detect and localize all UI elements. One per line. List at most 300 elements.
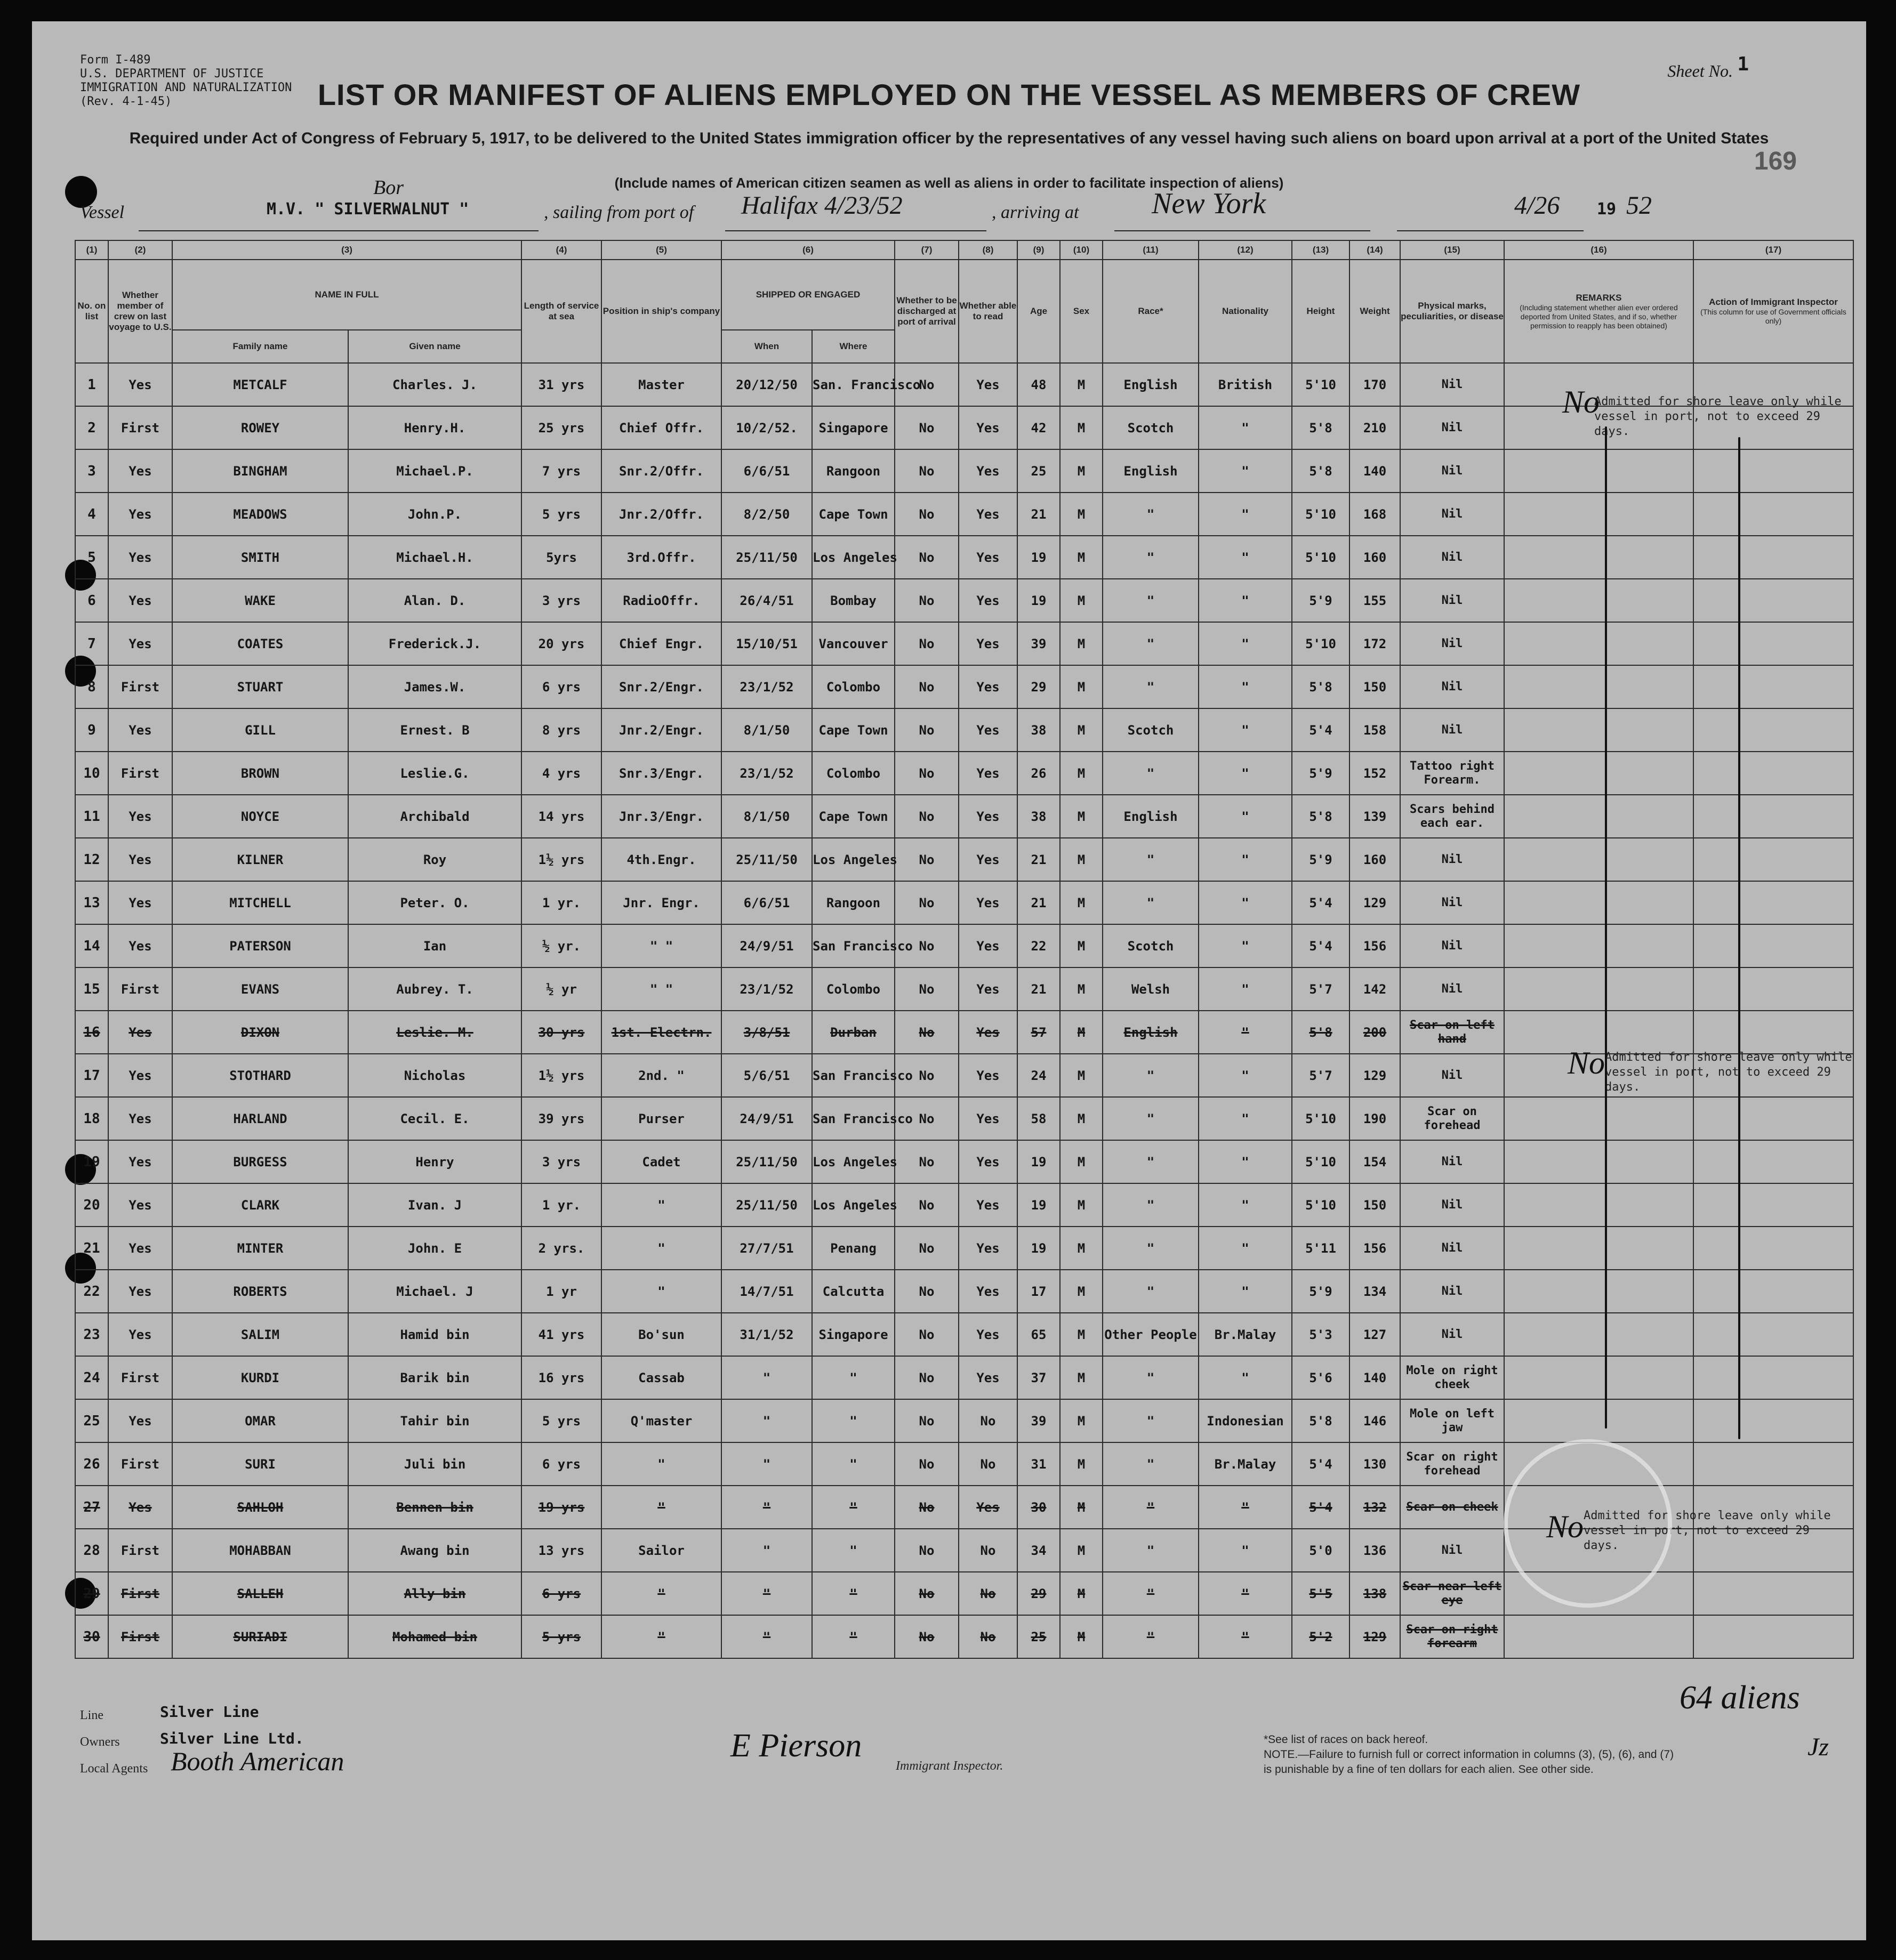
given-name: Nicholas — [348, 1054, 521, 1097]
shipped-when: " — [721, 1572, 812, 1615]
height: 5'9 — [1292, 1270, 1349, 1313]
action-cell — [1693, 493, 1853, 536]
underline — [725, 230, 986, 231]
age: 25 — [1017, 1615, 1060, 1658]
given-name: Mohamed bin — [348, 1615, 521, 1658]
column-numbers — [75, 240, 1853, 260]
race: " — [1103, 1270, 1199, 1313]
action-cell — [1693, 1183, 1853, 1227]
service-length: 5 yrs — [521, 1399, 601, 1442]
prev-voyage: Yes — [108, 1011, 172, 1054]
service-length: 19 yrs — [521, 1486, 601, 1529]
race: " — [1103, 1572, 1199, 1615]
remarks-cell — [1504, 579, 1693, 622]
line-value: Silver Line — [160, 1703, 259, 1721]
physical-marks: Nil — [1400, 838, 1504, 881]
col-num: (3) — [172, 240, 521, 260]
col-num: (12) — [1199, 240, 1292, 260]
nationality: " — [1199, 924, 1292, 967]
remarks-cell — [1504, 665, 1693, 708]
underline — [1114, 230, 1370, 231]
given-name: Tahir bin — [348, 1399, 521, 1442]
nationality: " — [1199, 967, 1292, 1011]
table-row — [75, 622, 1853, 665]
nationality: " — [1199, 1486, 1292, 1529]
col-num: (7) — [895, 240, 959, 260]
remarks-note: (Including statement whether alien ever ordered deported from United States, and if so, whether permission to reapply has been obtained) — [1520, 303, 1678, 330]
sex: M — [1060, 838, 1103, 881]
shipped-where: Rangoon — [812, 881, 895, 924]
nationality: " — [1199, 708, 1292, 752]
count-note: 64 aliens — [1680, 1680, 1800, 1716]
table-row — [75, 1097, 1853, 1140]
year-prefix: 19 — [1597, 200, 1617, 219]
able-to-read: Yes — [959, 406, 1017, 449]
discharge: No — [895, 536, 959, 579]
sex: M — [1060, 924, 1103, 967]
age: 57 — [1017, 1011, 1060, 1054]
weight: 158 — [1349, 708, 1400, 752]
row-number: 10 — [75, 752, 108, 795]
shipped-where: Los Angeles — [812, 1183, 895, 1227]
weight: 142 — [1349, 967, 1400, 1011]
race: " — [1103, 1529, 1199, 1572]
position: Jnr.3/Engr. — [601, 795, 721, 838]
shipped-when: 14/7/51 — [721, 1270, 812, 1313]
race: " — [1103, 1615, 1199, 1658]
service-length: 13 yrs — [521, 1529, 601, 1572]
able-to-read: Yes — [959, 924, 1017, 967]
col-num: (13) — [1292, 240, 1349, 260]
header-prev-voyage: Whether member of crew on last voyage to U.S. — [108, 260, 172, 363]
physical-marks: Mole on right cheek — [1400, 1356, 1504, 1399]
family-name: MINTER — [172, 1227, 348, 1270]
prev-voyage: First — [108, 1529, 172, 1572]
given-name: Henry — [348, 1140, 521, 1183]
discharge: No — [895, 665, 959, 708]
given-name: Juli bin — [348, 1442, 521, 1486]
age: 65 — [1017, 1313, 1060, 1356]
shipped-when: 20/12/50 — [721, 363, 812, 406]
shipped-where: Colombo — [812, 665, 895, 708]
prev-voyage: Yes — [108, 708, 172, 752]
position: Chief Engr. — [601, 622, 721, 665]
form-id: Form I-489 U.S. DEPARTMENT OF JUSTICE IMMIGRATION AND NATURALIZATION (Rev. 4-1-45) — [80, 53, 292, 108]
position: " — [601, 1486, 721, 1529]
discharge: No — [895, 406, 959, 449]
age: 38 — [1017, 795, 1060, 838]
action-cell — [1693, 1227, 1853, 1270]
age: 19 — [1017, 1183, 1060, 1227]
height: 5'8 — [1292, 406, 1349, 449]
weight: 150 — [1349, 665, 1400, 708]
weight: 138 — [1349, 1572, 1400, 1615]
prev-voyage: First — [108, 1356, 172, 1399]
height: 5'8 — [1292, 449, 1349, 493]
remarks-cell — [1504, 1140, 1693, 1183]
able-to-read: Yes — [959, 1486, 1017, 1529]
race: " — [1103, 1442, 1199, 1486]
row-number: 7 — [75, 622, 108, 665]
height: 5'10 — [1292, 363, 1349, 406]
col-num: (1) — [75, 240, 108, 260]
nationality: " — [1199, 838, 1292, 881]
family-name: KILNER — [172, 838, 348, 881]
shipped-when: 6/6/51 — [721, 881, 812, 924]
shipped-when: 23/1/52 — [721, 752, 812, 795]
action-cell — [1693, 1270, 1853, 1313]
table-row — [75, 1313, 1853, 1356]
header-race: Race* — [1103, 260, 1199, 363]
row-number: 30 — [75, 1615, 108, 1658]
shipped-when: 3/8/51 — [721, 1011, 812, 1054]
height: 5'10 — [1292, 536, 1349, 579]
family-name: SURI — [172, 1442, 348, 1486]
race: " — [1103, 1486, 1199, 1529]
position: " — [601, 1270, 721, 1313]
action-cell — [1693, 622, 1853, 665]
discharge: No — [895, 579, 959, 622]
table-row — [75, 493, 1853, 536]
col-num: (11) — [1103, 240, 1199, 260]
action-cell — [1693, 1011, 1853, 1054]
race: " — [1103, 1227, 1199, 1270]
from-port: Halifax 4/23/52 — [741, 191, 903, 220]
row-number: 13 — [75, 881, 108, 924]
prev-voyage: Yes — [108, 1486, 172, 1529]
position: " — [601, 1615, 721, 1658]
shipped-when: 31/1/52 — [721, 1313, 812, 1356]
family-name: HARLAND — [172, 1097, 348, 1140]
year: 52 — [1626, 191, 1652, 220]
col-num: (2) — [108, 240, 172, 260]
able-to-read: Yes — [959, 449, 1017, 493]
given-name: Roy — [348, 838, 521, 881]
stamp-number: 169 — [1754, 147, 1797, 175]
nationality: " — [1199, 1054, 1292, 1097]
sheet-no-label: Sheet No. — [1667, 61, 1733, 80]
height: 5'9 — [1292, 752, 1349, 795]
age: 25 — [1017, 449, 1060, 493]
shipped-when: " — [721, 1356, 812, 1399]
sex: M — [1060, 1615, 1103, 1658]
age: 24 — [1017, 1054, 1060, 1097]
sex: M — [1060, 1011, 1103, 1054]
position: Sailor — [601, 1529, 721, 1572]
able-to-read: Yes — [959, 579, 1017, 622]
family-name: MOHABBAN — [172, 1529, 348, 1572]
remark-admitted-3: Admitted for shore leave only while vessel in port, not to exceed 29 days. — [1584, 1509, 1831, 1552]
shipped-when: 25/11/50 — [721, 536, 812, 579]
vessel-label: Vessel — [80, 203, 125, 222]
race: Welsh — [1103, 967, 1199, 1011]
age: 19 — [1017, 579, 1060, 622]
weight: 210 — [1349, 406, 1400, 449]
discharge: No — [895, 1011, 959, 1054]
row-number: 2 — [75, 406, 108, 449]
remarks-cell — [1504, 1615, 1693, 1658]
race: English — [1103, 795, 1199, 838]
prev-voyage: Yes — [108, 1313, 172, 1356]
sex: M — [1060, 536, 1103, 579]
shipped-where: Vancouver — [812, 622, 895, 665]
action-title: Action of Immigrant Inspector — [1709, 297, 1838, 307]
col-num: (8) — [959, 240, 1017, 260]
able-to-read: No — [959, 1399, 1017, 1442]
remarks-cell — [1504, 493, 1693, 536]
header-family-name: Family name — [172, 330, 348, 363]
given-name: Ivan. J — [348, 1183, 521, 1227]
position: 3rd.Offr. — [601, 536, 721, 579]
row-number: 22 — [75, 1270, 108, 1313]
position: Snr.2/Engr. — [601, 665, 721, 708]
physical-marks: Nil — [1400, 579, 1504, 622]
service-length: 1½ yrs — [521, 838, 601, 881]
nationality: Indonesian — [1199, 1399, 1292, 1442]
shipped-when: 5/6/51 — [721, 1054, 812, 1097]
given-name: Michael. J — [348, 1270, 521, 1313]
position: 2nd. " — [601, 1054, 721, 1097]
able-to-read: Yes — [959, 1227, 1017, 1270]
prev-voyage: Yes — [108, 924, 172, 967]
position: Bo'sun — [601, 1313, 721, 1356]
age: 42 — [1017, 406, 1060, 449]
shipped-when: 23/1/52 — [721, 967, 812, 1011]
prev-voyage: Yes — [108, 536, 172, 579]
prev-voyage: Yes — [108, 838, 172, 881]
physical-marks: Scar on left hand — [1400, 1011, 1504, 1054]
header-shipped: SHIPPED OR ENGAGED — [721, 260, 895, 330]
col-num: (16) — [1504, 240, 1693, 260]
table-row — [75, 924, 1853, 967]
discharge: No — [895, 838, 959, 881]
shipped-when: 15/10/51 — [721, 622, 812, 665]
footnote-races: *See list of races on back hereof. — [1264, 1733, 1428, 1746]
given-name: Leslie.G. — [348, 752, 521, 795]
remark-mark-1: No — [1562, 384, 1600, 420]
able-to-read: Yes — [959, 795, 1017, 838]
remarks-cell — [1504, 708, 1693, 752]
family-name: PATERSON — [172, 924, 348, 967]
weight: 172 — [1349, 622, 1400, 665]
weight: 170 — [1349, 363, 1400, 406]
service-length: 16 yrs — [521, 1356, 601, 1399]
physical-marks: Nil — [1400, 536, 1504, 579]
footnote-fine: is punishable by a fine of ten dollars for each alien. See other side. — [1264, 1763, 1594, 1776]
header-sex: Sex — [1060, 260, 1103, 363]
race: " — [1103, 752, 1199, 795]
discharge: No — [895, 924, 959, 967]
service-length: 1½ yrs — [521, 1054, 601, 1097]
able-to-read: Yes — [959, 708, 1017, 752]
table-row — [75, 752, 1853, 795]
age: 31 — [1017, 1442, 1060, 1486]
family-name: SALLEH — [172, 1572, 348, 1615]
row-number: 14 — [75, 924, 108, 967]
physical-marks: Scars behind each ear. — [1400, 795, 1504, 838]
service-length: 25 yrs — [521, 406, 601, 449]
action-cell — [1693, 752, 1853, 795]
discharge: No — [895, 363, 959, 406]
bracket-line — [1605, 426, 1607, 1429]
height: 5'8 — [1292, 665, 1349, 708]
given-name: Henry.H. — [348, 406, 521, 449]
race: " — [1103, 1097, 1199, 1140]
age: 26 — [1017, 752, 1060, 795]
shipped-when: 8/1/50 — [721, 795, 812, 838]
prev-voyage: Yes — [108, 1054, 172, 1097]
race: " — [1103, 1054, 1199, 1097]
sex: M — [1060, 493, 1103, 536]
sex: M — [1060, 449, 1103, 493]
sex: M — [1060, 665, 1103, 708]
able-to-read: Yes — [959, 1097, 1017, 1140]
subtitle-note: (Include names of American citizen seamen as well as aliens in order to facilitate inspection of aliens) — [614, 175, 1284, 191]
discharge: No — [895, 1227, 959, 1270]
nationality: " — [1199, 579, 1292, 622]
race: Scotch — [1103, 708, 1199, 752]
remarks-title: REMARKS — [1576, 292, 1622, 303]
weight: 127 — [1349, 1313, 1400, 1356]
service-length: 41 yrs — [521, 1313, 601, 1356]
height: 5'4 — [1292, 1486, 1349, 1529]
height: 5'4 — [1292, 708, 1349, 752]
manifest-sheet — [32, 21, 1866, 1940]
discharge: No — [895, 708, 959, 752]
table-row — [75, 967, 1853, 1011]
col-num: (17) — [1693, 240, 1853, 260]
position: Jnr.2/Offr. — [601, 493, 721, 536]
service-length: 1 yr. — [521, 881, 601, 924]
sex: M — [1060, 752, 1103, 795]
race: " — [1103, 1140, 1199, 1183]
action-cell — [1693, 536, 1853, 579]
row-number: 20 — [75, 1183, 108, 1227]
action-cell — [1693, 1615, 1853, 1658]
prev-voyage: Yes — [108, 1227, 172, 1270]
physical-marks: Nil — [1400, 493, 1504, 536]
header-where: Where — [812, 330, 895, 363]
sex: M — [1060, 1399, 1103, 1442]
discharge: No — [895, 1572, 959, 1615]
position: Jnr.2/Engr. — [601, 708, 721, 752]
underline — [139, 230, 539, 231]
sailing-label: , sailing from port of — [544, 203, 694, 222]
shipped-when: " — [721, 1615, 812, 1658]
shipped-when: 25/11/50 — [721, 1183, 812, 1227]
col-num: (6) — [721, 240, 895, 260]
service-length: 5yrs — [521, 536, 601, 579]
nationality: " — [1199, 752, 1292, 795]
weight: 200 — [1349, 1011, 1400, 1054]
discharge: No — [895, 1486, 959, 1529]
height: 5'7 — [1292, 967, 1349, 1011]
col-num: (10) — [1060, 240, 1103, 260]
weight: 134 — [1349, 1270, 1400, 1313]
shipped-where: Singapore — [812, 1313, 895, 1356]
remarks-cell — [1504, 924, 1693, 967]
physical-marks: Nil — [1400, 406, 1504, 449]
action-cell — [1693, 1572, 1853, 1615]
remarks-cell — [1504, 1097, 1693, 1140]
remarks-cell — [1504, 752, 1693, 795]
shipped-when: 26/4/51 — [721, 579, 812, 622]
given-name: Archibald — [348, 795, 521, 838]
height: 5'3 — [1292, 1313, 1349, 1356]
remarks-cell — [1504, 1183, 1693, 1227]
row-number: 9 — [75, 708, 108, 752]
prev-voyage: Yes — [108, 579, 172, 622]
age: 19 — [1017, 536, 1060, 579]
weight: 155 — [1349, 579, 1400, 622]
prev-voyage: Yes — [108, 493, 172, 536]
able-to-read: Yes — [959, 1313, 1017, 1356]
given-name: Hamid bin — [348, 1313, 521, 1356]
physical-marks: Nil — [1400, 1054, 1504, 1097]
family-name: SMITH — [172, 536, 348, 579]
row-number: 18 — [75, 1097, 108, 1140]
prev-voyage: Yes — [108, 363, 172, 406]
shipped-when: " — [721, 1399, 812, 1442]
age: 48 — [1017, 363, 1060, 406]
bracket-line — [1738, 437, 1740, 1439]
position: Q'master — [601, 1399, 721, 1442]
physical-marks: Nil — [1400, 881, 1504, 924]
discharge: No — [895, 622, 959, 665]
sex: M — [1060, 622, 1103, 665]
remarks-cell — [1504, 536, 1693, 579]
height: 5'10 — [1292, 1183, 1349, 1227]
discharge: No — [895, 1399, 959, 1442]
prev-voyage: Yes — [108, 881, 172, 924]
race: " — [1103, 622, 1199, 665]
sex: M — [1060, 1572, 1103, 1615]
race: " — [1103, 579, 1199, 622]
initials: Jz — [1807, 1733, 1829, 1761]
physical-marks: Nil — [1400, 1313, 1504, 1356]
nationality: " — [1199, 665, 1292, 708]
sex: M — [1060, 1054, 1103, 1097]
service-length: 14 yrs — [521, 795, 601, 838]
discharge: No — [895, 1054, 959, 1097]
discharge: No — [895, 795, 959, 838]
sex: M — [1060, 1270, 1103, 1313]
shipped-when: " — [721, 1442, 812, 1486]
prev-voyage: First — [108, 665, 172, 708]
service-length: 4 yrs — [521, 752, 601, 795]
able-to-read: No — [959, 1572, 1017, 1615]
action-cell — [1693, 1097, 1853, 1140]
sex: M — [1060, 708, 1103, 752]
family-name: BURGESS — [172, 1140, 348, 1183]
race: Other People — [1103, 1313, 1199, 1356]
remarks-cell — [1504, 622, 1693, 665]
table-row — [75, 1615, 1853, 1658]
height: 5'9 — [1292, 579, 1349, 622]
shipped-when: 25/11/50 — [721, 838, 812, 881]
position: Snr.2/Offr. — [601, 449, 721, 493]
weight: 130 — [1349, 1442, 1400, 1486]
able-to-read: No — [959, 1442, 1017, 1486]
position: Chief Offr. — [601, 406, 721, 449]
race: Scotch — [1103, 924, 1199, 967]
action-cell — [1693, 1442, 1853, 1486]
age: 21 — [1017, 967, 1060, 1011]
shipped-where: Bombay — [812, 579, 895, 622]
header-height: Height — [1292, 260, 1349, 363]
shipped-where: Singapore — [812, 406, 895, 449]
given-name: Cecil. E. — [348, 1097, 521, 1140]
